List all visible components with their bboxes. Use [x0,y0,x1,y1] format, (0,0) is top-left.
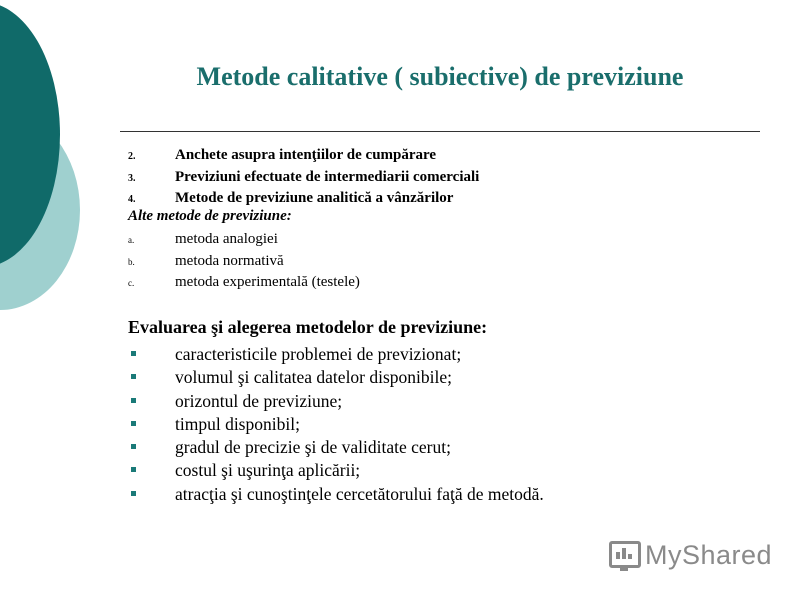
bullet-item [128,460,544,483]
bullet-item-text: orizontul de previziune; [175,390,343,411]
bullet-item-text: atracţia şi cunoştinţele cercetătorului faţă de metodă. [175,483,544,504]
list-item-text: metoda experimentală (testele) [175,274,360,290]
list-marker: 2. [128,151,136,162]
bullet-item [128,414,544,437]
list-marker: 4. [128,194,136,205]
other-methods-list [128,231,360,296]
presentation-board-icon [607,538,641,572]
bullet-item [128,367,544,390]
list-item [128,231,360,253]
list-marker: 3. [128,172,136,184]
evaluation-list [128,344,544,507]
watermark-text: MyShared [645,539,773,570]
list-item-text: metoda normativă [175,252,284,269]
list-item [128,274,360,296]
title-divider [120,131,760,132]
list-marker: c. [128,278,135,288]
other-methods-heading: Alte metode de previziune: [128,208,292,224]
list-item [128,253,360,275]
bullet-item [128,344,544,367]
bullet-item-text: gradul de precizie şi de validitate cerut; [175,437,451,458]
list-item-text: Metode de previziune analitică a vânzărilor [175,190,454,206]
list-item-text: Anchete asupra intenţiilor de cumpărare [175,147,437,163]
list-item [128,169,479,191]
bullet-item-text: volumul şi calitatea datelor disponibile; [175,367,453,388]
bullet-item [128,437,544,460]
bullet-item-text: costul şi uşurinţa aplicării; [175,460,361,481]
slide-title: Metode calitative ( subiective) de previziune [196,62,684,91]
bullet-item [128,484,544,507]
list-item-text: Previziuni efectuate de intermediarii comerciali [175,168,480,185]
bullet-item-text: caracteristicile problemei de previzionat; [175,344,462,364]
watermark-logo [607,537,772,573]
bullet-item [128,391,544,414]
list-item [128,147,479,169]
evaluation-heading: Evaluarea şi alegerea metodelor de previziune: [128,317,488,337]
list-marker: b. [128,256,135,267]
list-marker: a. [128,235,135,245]
bullet-item-text: timpul disponibil; [175,413,300,434]
numbered-list [128,147,479,212]
list-item-text: metoda analogiei [175,231,278,247]
